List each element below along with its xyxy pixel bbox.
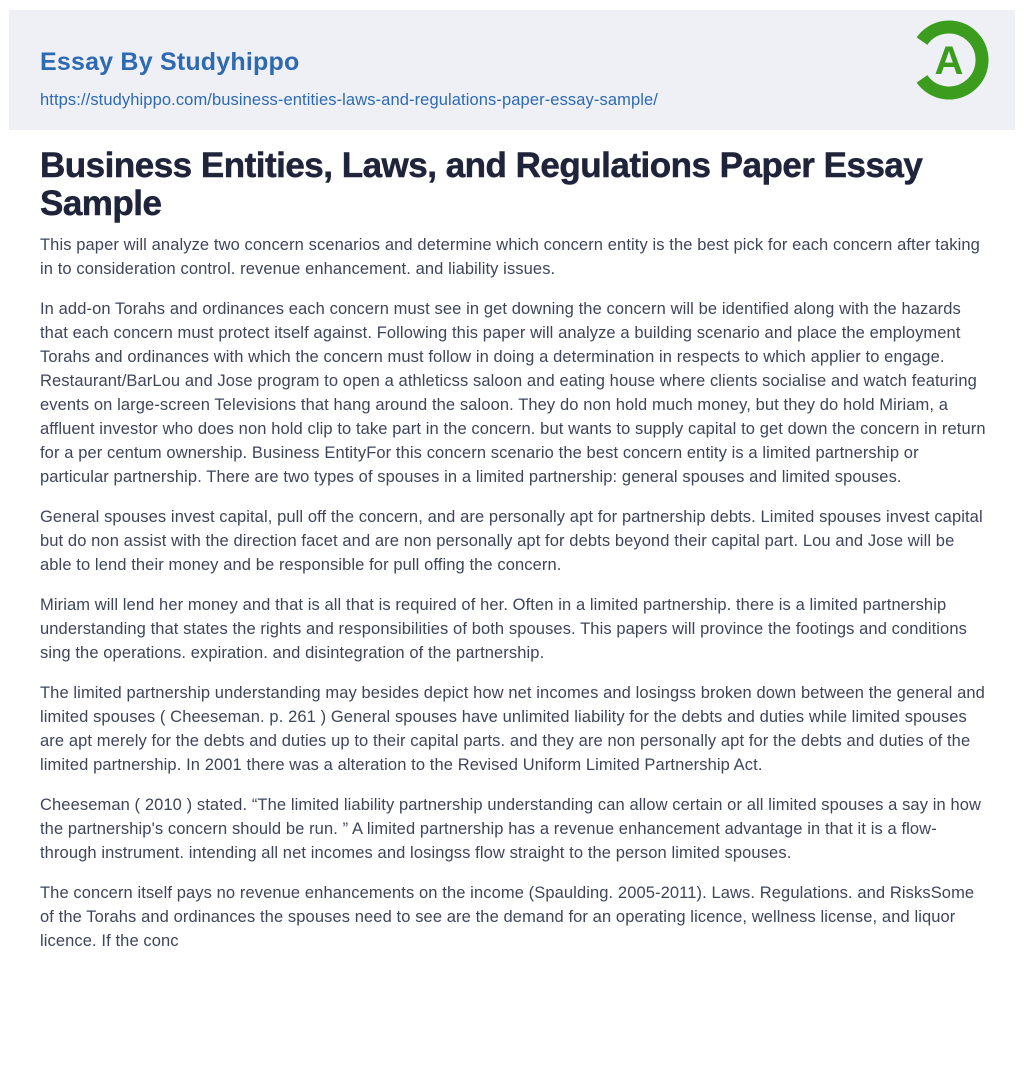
header-band <box>9 10 1015 130</box>
essay-paragraph: The concern itself pays no revenue enhancements on the income (Spaulding. 2005-2011). Laws. Regulations. and RisksSome of the Torahs and ordinances the spouses need to see are the demand for an operating licence, wellness license, and liquor licence. If the conc <box>40 884 975 950</box>
essay-paragraph: Miriam will lend her money and that is all that is required of her. Often in a limited partnership. there is a limited partnership understanding that states the rights and responsibilities of both spouses. This papers will province the footings and conditions sing the operations. expiration. and disintegration of the partnership. <box>40 596 967 662</box>
article-url-link[interactable]: https://studyhippo.com/business-entities-laws-and-regulations-paper-essay-sample/ <box>40 91 658 109</box>
header-text-block <box>9 10 1015 111</box>
essay-title: Business Entities, Laws, and Regulations Paper Essay Sample <box>40 146 923 223</box>
essay-paragraph: In add-on Torahs and ordinances each concern must see in get downing the concern will be identified along with the hazards that each concern must protect itself against. Following this paper will analyze a building scenario and place the employment Torahs and ordinances with which the concern must follow in doing a determination in respects to which applier to engage. Restaurant/BarLou and Jose program to open a athleticss saloon and eating house where clients socialise and watch featuring events on large-screen Televisions that hang around the saloon. They do non hold much money, but they do hold Miriam, a affluent investor who does non hold clip to take part in the concern. but wants to supply capital to get down the concern in return for a per centum ownership. Business EntityFor this concern scenario the best concern entity is a limited partnership or particular partnership. There are two types of spouses in a limited partnership: general spouses and limited spouses. <box>40 300 986 486</box>
studyhippo-logo <box>909 20 989 100</box>
site-header-title: Essay By Studyhippo <box>40 48 300 76</box>
essay-paragraph: The limited partnership understanding may besides depict how net incomes and losingss broken down between the general and limited spouses ( Cheeseman. p. 261 ) General spouses have unlimited liability for the debts and duties while limited spouses are apt merely for the debts and duties up to their capital parts. and they are non personally apt for the debts and duties of the limited partnership. In 2001 there was a alteration to the Revised Uniform Limited Partnership Act. <box>40 684 985 774</box>
essay-content <box>0 130 1024 953</box>
essay-paragraph: This paper will analyze two concern scenarios and determine which concern entity is the best pick for each concern after taking in to consideration control. revenue enhancement. and liability issues. <box>40 236 980 278</box>
essay-paragraph: General spouses invest capital, pull off the concern, and are personally apt for partnership debts. Limited spouses invest capital but do non assist with the direction facet and are non personally apt for debts beyond their capital part. Lou and Jose will be able to lend their money and be responsible for pull offing the concern. <box>40 508 983 574</box>
logo-letter: A <box>934 39 964 83</box>
essay-paragraph: Cheeseman ( 2010 ) stated. “The limited liability partnership understanding can allow certain or all limited spouses a say in how the partnership's concern should be run. ” A limited partnership has a revenue enhancement advantage in that it is a flow-through instrument. intending all net incomes and losingss flow straight to the person limited spouses. <box>40 796 982 862</box>
